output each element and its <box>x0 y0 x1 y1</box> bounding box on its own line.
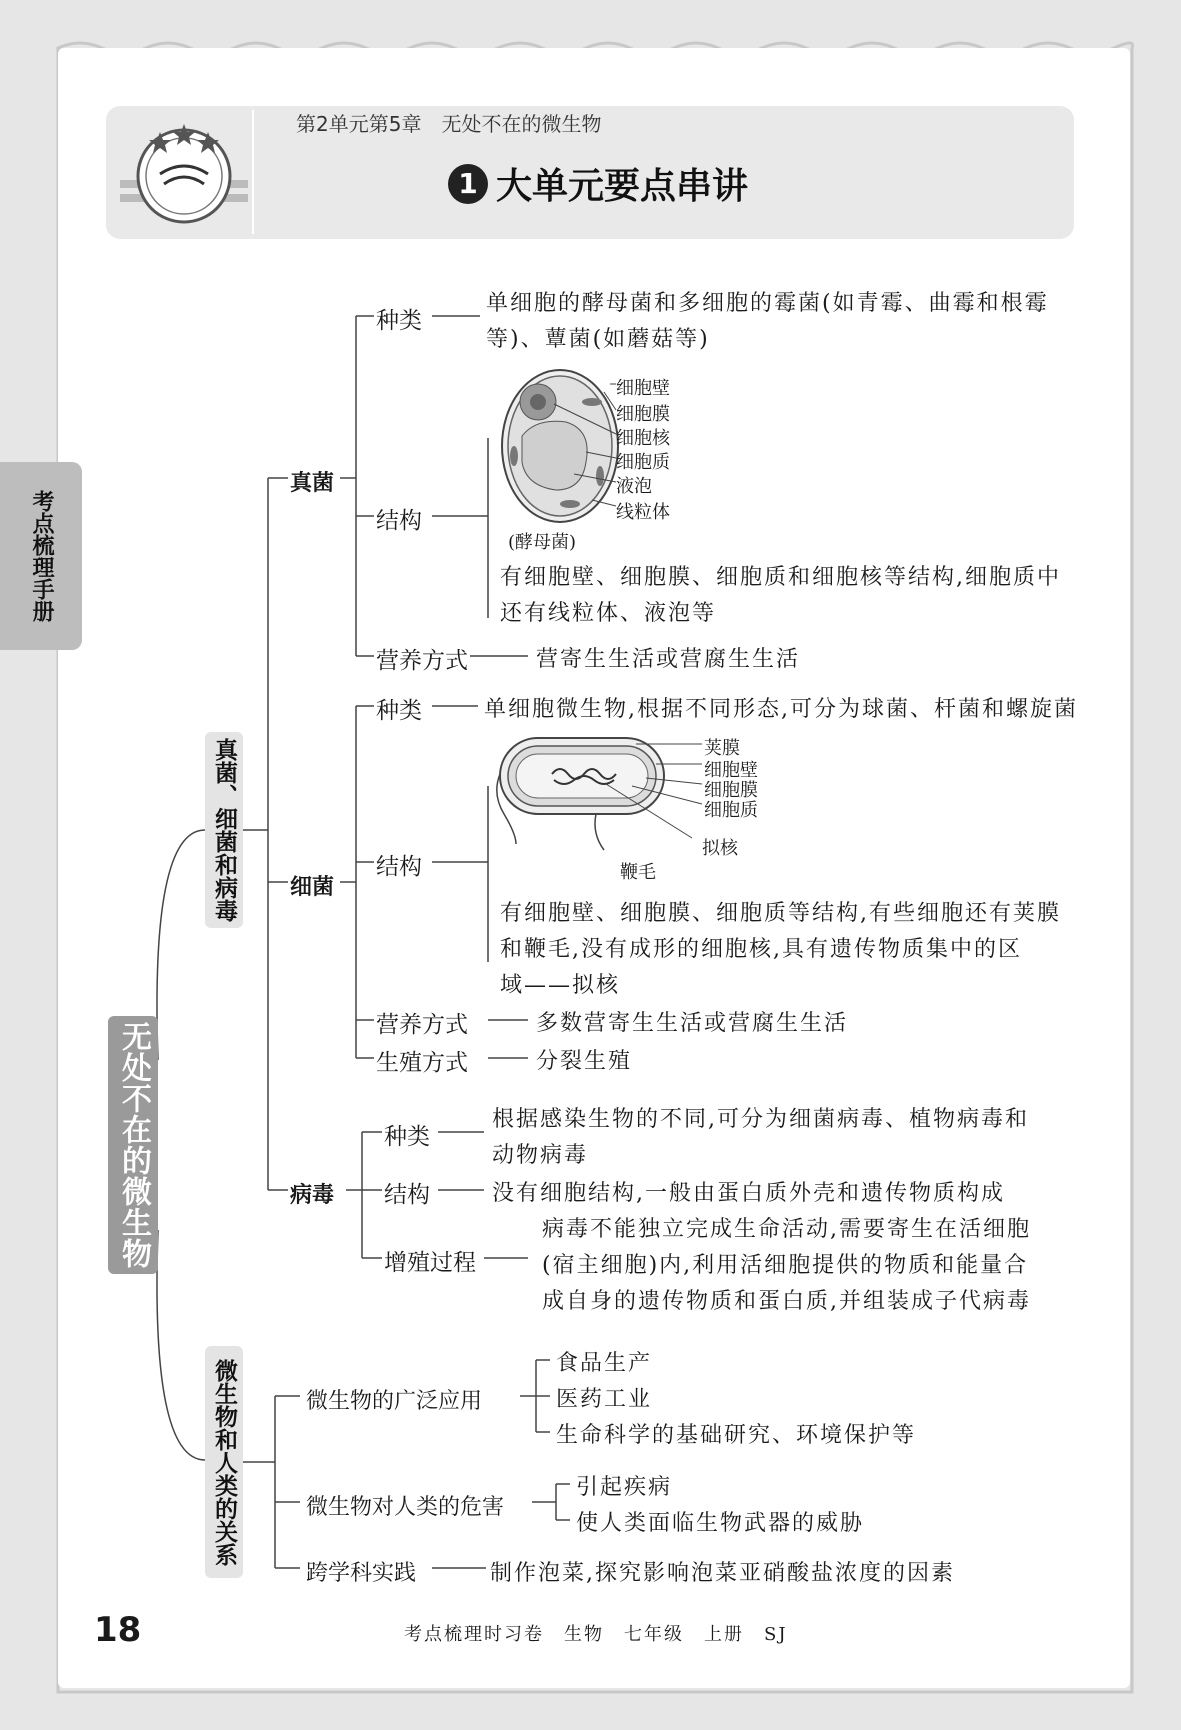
fungi-structure-text: 还有线粒体、液泡等 <box>500 601 717 626</box>
chapter-breadcrumb: 第2单元第5章 无处不在的微生物 <box>296 112 602 136</box>
application-item: 生命科学的基础研究、环境保护等 <box>556 1423 917 1448</box>
virus-structure-label: 结构 <box>384 1182 430 1208</box>
bacteria-structure-text: 域——拟核 <box>500 973 621 998</box>
virus-proliferation-label: 增殖过程 <box>384 1250 476 1276</box>
hazards-title: 微生物对人类的危害 <box>306 1495 505 1520</box>
practice-text: 制作泡菜,探究影响泡菜亚硝酸盐浓度的因素 <box>490 1561 955 1586</box>
yeast-label: 细胞核 <box>616 428 670 449</box>
bacterium-label: 细胞膜 <box>704 780 758 801</box>
hazard-item: 引起疾病 <box>576 1475 673 1500</box>
application-item: 食品生产 <box>556 1351 653 1376</box>
yeast-label: 细胞壁 <box>616 378 670 399</box>
bacteria-kinds-label: 种类 <box>376 698 422 724</box>
bacteria-reproduction-text: 分裂生殖 <box>536 1049 633 1074</box>
bacteria-title: 细菌 <box>290 875 335 900</box>
virus-structure-text: 没有细胞结构,一般由蛋白质外壳和遗传物质构成 <box>492 1181 1005 1206</box>
section-number-badge: 1 <box>448 164 488 204</box>
fungi-kinds-text: 等)、蕈菌(如蘑菇等) <box>486 327 710 352</box>
virus-title: 病毒 <box>290 1183 335 1208</box>
virus-proliferation-text: 病毒不能独立完成生命活动,需要寄生在活细胞 <box>542 1217 1031 1242</box>
fungi-kinds-text: 单细胞的酵母菌和多细胞的霉菌(如青霉、曲霉和根霉 <box>486 291 1049 316</box>
branch-fungi-bacteria-virus: 真菌、细菌和病毒 <box>205 732 243 928</box>
bacteria-nutrition-text: 多数营寄生生活或营腐生生活 <box>536 1011 849 1036</box>
virus-kinds-text: 根据感染生物的不同,可分为细菌病毒、植物病毒和 <box>492 1107 1029 1132</box>
bacteria-kinds-text: 单细胞微生物,根据不同形态,可分为球菌、杆菌和螺旋菌 <box>484 697 1078 722</box>
fungi-nutrition-text: 营寄生生活或营腐生生活 <box>536 647 801 672</box>
fungi-nutrition-label: 营养方式 <box>376 648 468 674</box>
fungi-structure-label: 结构 <box>376 508 422 534</box>
hazard-item: 使人类面临生物武器的威胁 <box>576 1511 865 1536</box>
bacteria-structure-text: 和鞭毛,没有成形的细胞核,具有遗传物质集中的区 <box>500 937 1022 962</box>
bacteria-structure-label: 结构 <box>376 854 422 880</box>
fungi-title: 真菌 <box>290 471 335 496</box>
bacteria-structure-text: 有细胞壁、细胞膜、细胞质等结构,有些细胞还有荚膜 <box>500 901 1061 926</box>
yeast-label-leaders <box>540 370 620 520</box>
bacteria-reproduction-label: 生殖方式 <box>376 1050 468 1076</box>
flagellum-label: 鞭毛 <box>620 862 656 883</box>
virus-kinds-label: 种类 <box>384 1124 430 1150</box>
yeast-label: 细胞质 <box>616 452 670 473</box>
practice-title: 跨学科实践 <box>306 1561 417 1586</box>
footer-book-info: 考点梳理时习卷 生物 七年级 上册 SJ <box>404 1624 788 1645</box>
bacterium-label: 拟核 <box>702 838 738 859</box>
bacterium-diagram <box>496 734 716 864</box>
bacterium-label: 细胞壁 <box>704 760 758 781</box>
side-tab-handbook[interactable]: 考点梳理手册 <box>0 462 82 650</box>
root-topic: 无处不在的微生物 <box>108 1016 158 1274</box>
application-item: 医药工业 <box>556 1387 653 1412</box>
applications-title: 微生物的广泛应用 <box>306 1389 483 1414</box>
yeast-label: 细胞膜 <box>616 404 670 425</box>
bacteria-nutrition-label: 营养方式 <box>376 1012 468 1038</box>
bacterium-label: 荚膜 <box>704 738 740 759</box>
page-number: 18 <box>94 1610 142 1650</box>
yeast-label: 线粒体 <box>616 502 670 523</box>
fungi-structure-text: 有细胞壁、细胞膜、细胞质和细胞核等结构,细胞质中 <box>500 565 1061 590</box>
section-title-text: 大单元要点串讲 <box>496 166 749 207</box>
yeast-label: 液泡 <box>616 476 652 497</box>
virus-proliferation-text: (宿主细胞)内,利用活细胞提供的物质和能量合 <box>542 1253 1029 1278</box>
fungi-kinds-label: 种类 <box>376 308 422 334</box>
branch-microbes-and-humans: 微生物和人类的关系 <box>205 1346 243 1578</box>
yeast-caption: (酵母菌) <box>508 532 577 553</box>
bacterium-label: 细胞质 <box>704 800 758 821</box>
virus-proliferation-text: 成自身的遗传物质和蛋白质,并组装成子代病毒 <box>542 1289 1031 1314</box>
virus-kinds-text: 动物病毒 <box>492 1143 589 1168</box>
